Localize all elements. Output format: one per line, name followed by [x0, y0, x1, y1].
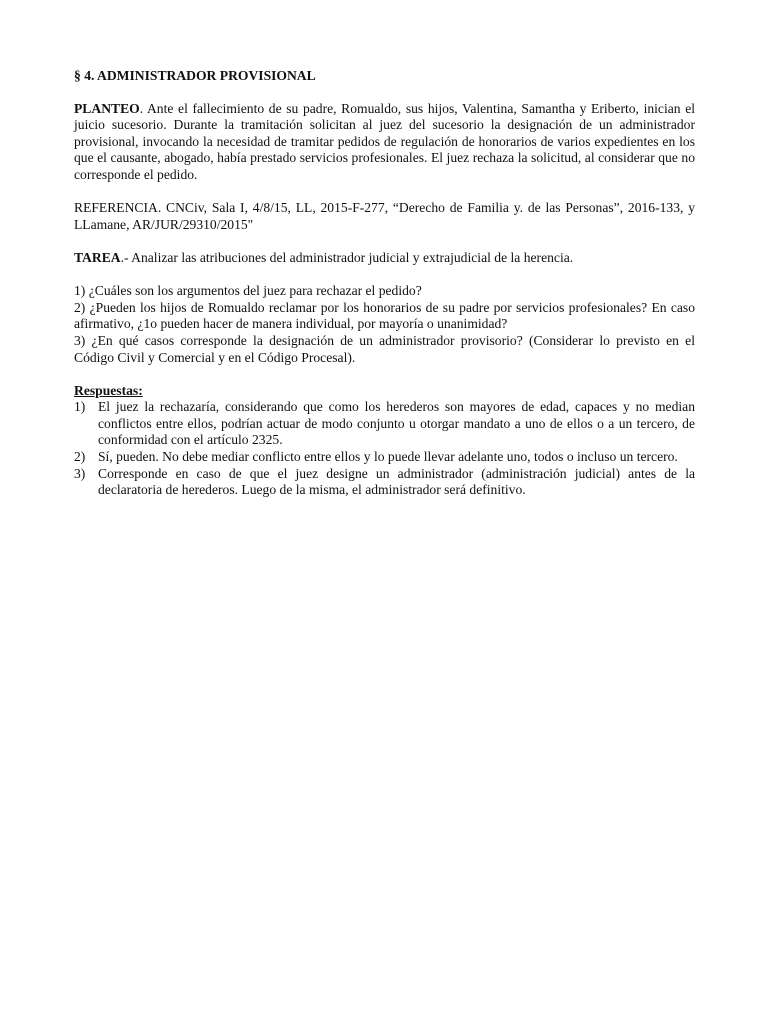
answer-number: 1) [74, 399, 86, 415]
tarea-label: TAREA [74, 249, 121, 265]
section-heading: § 4. ADMINISTRADOR PROVISIONAL [74, 68, 316, 83]
answer-text: Sí, pueden. No debe mediar conflicto entre ellos y lo puede llevar adelante uno, todos o incluso un tercero. [98, 449, 678, 465]
planteo-paragraph [74, 101, 695, 184]
tarea-paragraph [74, 250, 695, 267]
planteo-text: . Ante el fallecimiento de su padre, Romualdo, sus hijos, Valentina, Samantha y Eriberto, inician el juicio sucesorio. Durante la tramitación solicitan al juez del sucesorio la designación de un administrador provisional, invocando la necesidad de tramitar pedidos de regulación de honorarios de varios expedientes en los que el causante, abogado, había prestado servicios profesionales. El juez rechaza la solicitud, al considerar que no corresponde el pedido. [74, 100, 695, 182]
questions-list [74, 283, 695, 366]
answer-number: 3) [74, 465, 86, 481]
answer-number: 2) [74, 449, 86, 465]
answers-heading: Respuestas: [74, 382, 143, 398]
answer-item [74, 449, 695, 466]
answer-item [74, 466, 695, 499]
answer-text: El juez la rechazaría, considerando que como los herederos son mayores de edad, capaces y no median conflictos entre ellos, podrían actuar de modo conjunto u otorgar mandato a uno de ellos o a un tercero, de conformidad con el artículo 2325. [98, 399, 695, 448]
question-item: 2) ¿Pueden los hijos de Romualdo reclamar por los honorarios de su padre por servicios profesionales? En caso afirmativo, ¿1o pueden hacer de manera individual, por mayoría o unanimidad? [74, 299, 695, 332]
referencia-paragraph: REFERENCIA. CNCiv, Sala I, 4/8/15, LL, 2015-F-277, “Derecho de Familia y. de las Personas”, 2016-133, y LLamane, AR/JUR/29310/2015" [74, 200, 695, 232]
planteo-label: PLANTEO [74, 100, 140, 116]
tarea-text: .- Analizar las atribuciones del administrador judicial y extrajudicial de la herencia. [120, 249, 574, 265]
answers-list [74, 399, 695, 499]
answer-text: Corresponde en caso de que el juez designe un administrador (administración judicial) antes de la declaratoria de herederos. Luego de la misma, el administrador será definitivo. [98, 465, 695, 498]
question-item: 3) ¿En qué casos corresponde la designación de un administrador provisorio? (Considerar lo previsto en el Código Civil y Comercial y en el Código Procesal). [74, 332, 695, 365]
answer-item [74, 399, 695, 449]
document-page [74, 68, 695, 499]
question-item: 1) ¿Cuáles son los argumentos del juez para rechazar el pedido? [74, 283, 422, 299]
